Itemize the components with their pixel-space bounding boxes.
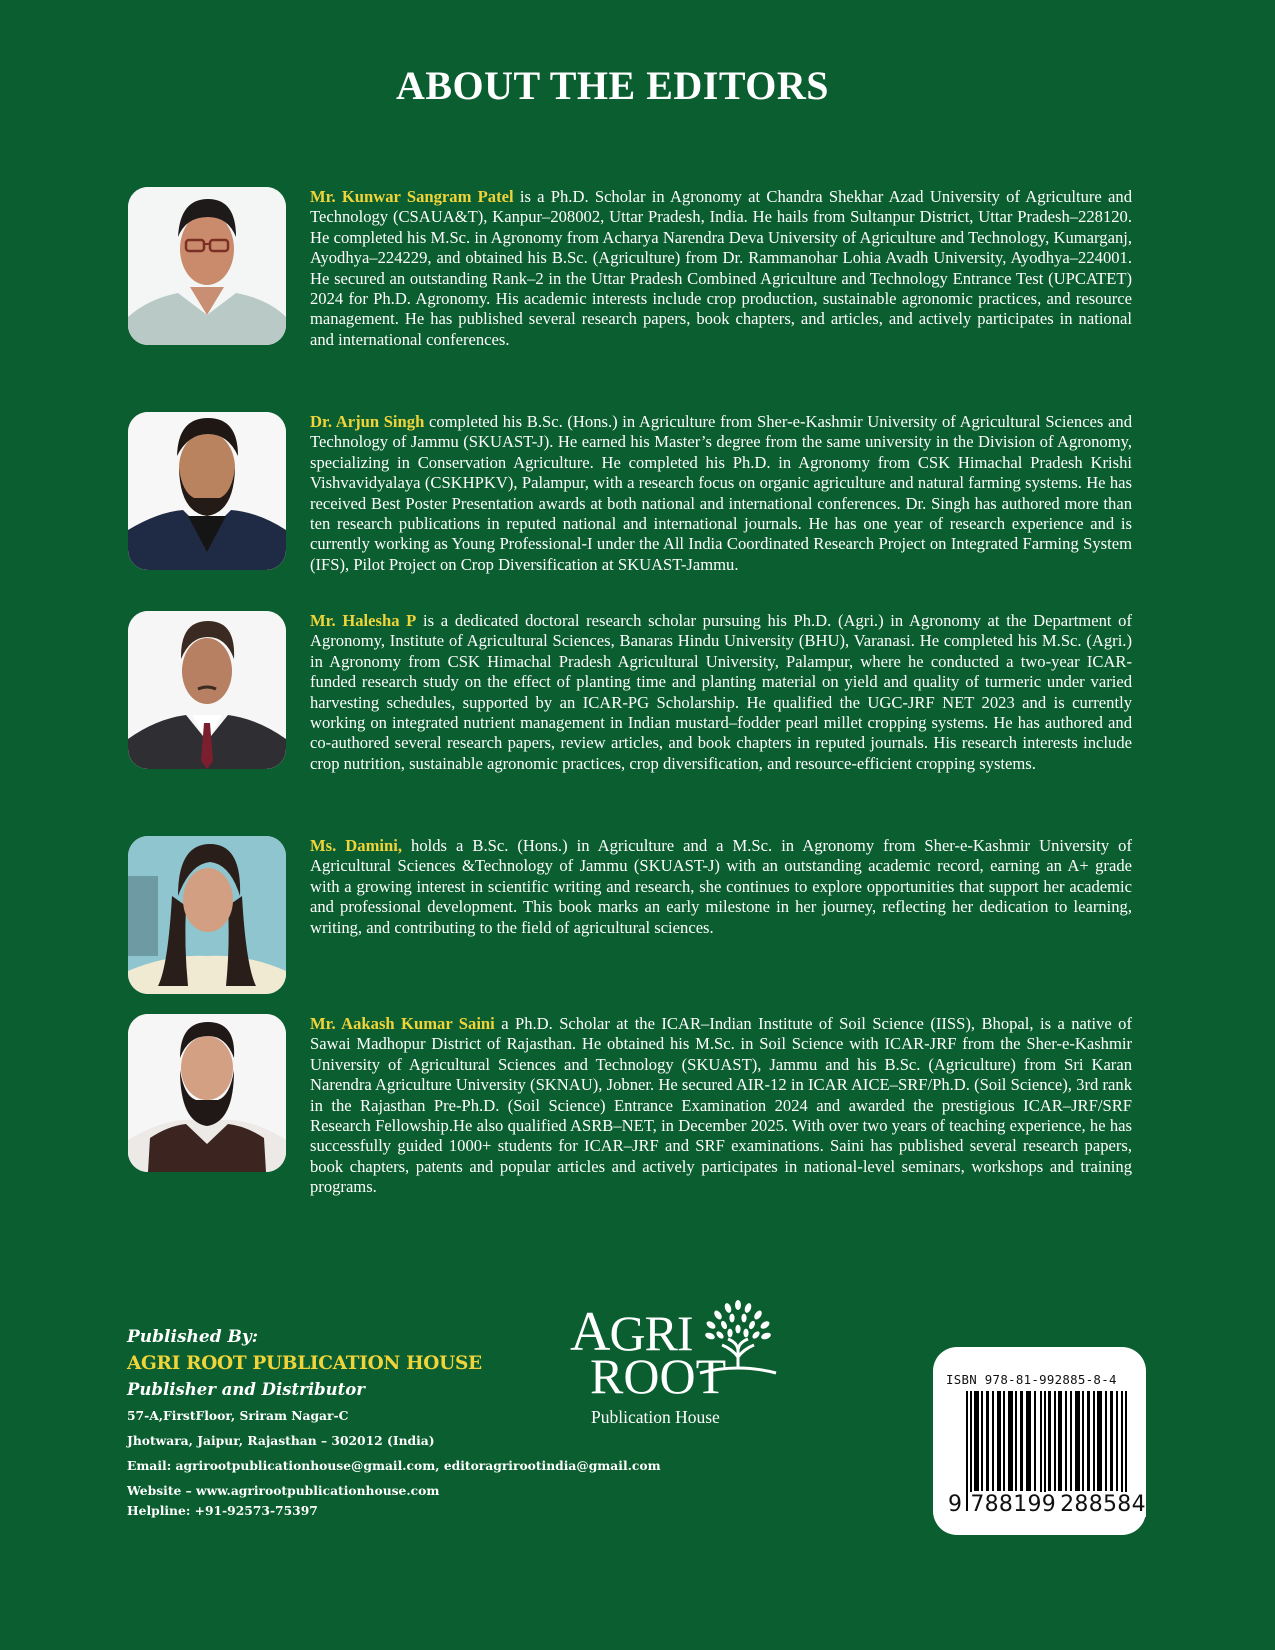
isbn-label: ISBN 978-81-992885-8-4 (946, 1372, 1117, 1387)
editor-photo (128, 1014, 286, 1172)
publisher-helpline: Helpline: +91-92573-75397 (127, 1503, 318, 1518)
address-line-2: Jhotwara, Jaipur, Rajasthan – 302012 (India) (127, 1433, 435, 1448)
publisher-logo (568, 1297, 778, 1429)
editor-name: Ms. Damini, (310, 836, 402, 855)
publisher-website: Website – www.agrirootpublicationhouse.com (127, 1483, 440, 1498)
editor-bio: Mr. Aakash Kumar Saini a Ph.D. Scholar at the ICAR–Indian Institute of Soil Science (IISS), Bhopal, is a native of Sawai Madhopur District of Rajasthan. He obtained his M.Sc. in Soil Science with ICAR-JRF from the Sher-e-Kashmir University of Agricultural Sciences and Technology (SKUAST), Jammu and his B.Sc. (Agriculture) from Sri Karan Narendra Agriculture University (SKNAU), Jobner. He secured AIR-12 in ICAR AICE–SRF/Ph.D. (Soil Science), 3rd rank in the Rajasthan Pre-Ph.D. (Soil Science) Entrance Examination 2024 and awarded the prestigious ICAR–JRF/SRF Research Fellowship.He also qualified ASRB–NET, in December 2025. With over two years of teaching experience, he has successfully guided 1000+ students for ICAR–JRF and SRF examinations. Saini has published several research papers, book chapters, patents and popular articles and actively participates in national-level seminars, workshops and training programs. (310, 1014, 1133, 1197)
portrait-icon (128, 187, 286, 345)
editor-photo (128, 836, 286, 994)
logo-subtitle: Publication House (591, 1407, 720, 1427)
editor-photo (128, 412, 286, 570)
portrait-icon (128, 611, 286, 769)
editor-bio: Dr. Arjun Singh completed his B.Sc. (Hons.) in Agriculture from Sher-e-Kashmir University of Agricultural Sciences and Technology of Jammu (SKUAST-J). He earned his Master’s degree from the same university in the Division of Agronomy, specializing in Conservation Agriculture. He completed his Ph.D. in Agronomy from CSK Himachal Pradesh Krishi Vishvavidyalaya (CSKHPKV), Palampur, with a research focus on organic agriculture and natural farming systems. He has received Best Poster Presentation awards at both national and international conferences. Dr. Singh has authored more than ten research publications in reputed national and international journals. He has one year of research experience and is currently working as Young Professional-I under the All India Coordinated Research Project on Integrated Farming System (IFS), Pilot Project on Crop Diversification at SKUAST-Jammu. (310, 412, 1133, 574)
editor-photo (128, 611, 286, 769)
portrait-icon (128, 1014, 286, 1172)
isbn-digits: 9 788199 288584 (948, 1492, 1146, 1517)
editor-bio: Mr. Kunwar Sangram Patel is a Ph.D. Scholar in Agronomy at Chandra Shekhar Azad University of Agriculture and Technology (CSAUA&T), Kanpur–208002, Uttar Pradesh, India. He hails from Sultanpur District, Uttar Pradesh–228120. He completed his M.Sc. in Agronomy from Acharya Narendra Deva University of Agriculture and Technology, Kumarganj, Ayodhya–224229, and obtained his B.Sc. (Agriculture) from Dr. Rammanohar Lohia Avadh University, Ayodhya–224001. He secured an outstanding Rank–2 in the Uttar Pradesh Combined Agriculture and Technology Entrance Test (UPCATET) 2024 for Ph.D. Agronomy. His academic interests include crop production, sustainable agronomic practices, and resource management. He has published several research papers, book chapters, and articles, and actively participates in national and international conferences. (310, 187, 1132, 349)
tree-icon (698, 1299, 778, 1377)
published-by-label: Published By: (127, 1327, 259, 1347)
editor-name: Mr. Aakash Kumar Saini (310, 1014, 495, 1033)
editor-name: Mr. Halesha P (310, 611, 417, 630)
isbn-barcode (933, 1347, 1146, 1535)
editor-name: Dr. Arjun Singh (310, 412, 425, 431)
page-title: ABOUT THE EDITORS (395, 63, 830, 108)
editor-photo (128, 187, 286, 345)
editor-bio: Mr. Halesha P is a dedicated doctoral research scholar pursuing his Ph.D. (Agri.) in Agronomy at the Department of Agronomy, Institute of Agricultural Sciences, Banaras Hindu University (BHU), Varanasi. He completed his M.Sc. (Agri.) in Agronomy from CSK Himachal Pradesh Agricultural University, Palampur, where he conducted a two-year ICAR-funded research study on the effect of planting time and planting material on yield and quality of turmeric under varied harvesting schedules, supported by an ICAR-PG Scholarship. He qualified the UGC-JRF NET 2023 and is currently working on integrated nutrient management in Indian mustard–fodder pearl millet cropping systems. He has authored and co-authored several research papers, review articles, and book chapters in reputed journals. His research interests include crop nutrition, sustainable agronomic practices, crop diversification, and resource-efficient cropping systems. (310, 611, 1132, 773)
portrait-icon (128, 412, 286, 570)
editor-name: Mr. Kunwar Sangram Patel (310, 187, 514, 206)
publisher-name: AGRI ROOT PUBLICATION HOUSE (127, 1353, 482, 1374)
logo-wordmark-agri: AGRI (570, 1301, 693, 1363)
address-line-1: 57-A,FirstFloor, Sriram Nagar-C (127, 1408, 349, 1423)
portrait-icon (128, 836, 286, 994)
logo-wordmark-root: ROOT (590, 1348, 727, 1404)
editor-bio: Ms. Damini, holds a B.Sc. (Hons.) in Agriculture and a M.Sc. in Agronomy from Sher-e-Kashmir University of Agricultural Sciences &Technology of Jammu (SKUAST-J) with an outstanding academic record, earning an A+ grade with a growing interest in scientific writing and research, she continues to explore opportunities that support her academic and professional development. This book marks an early milestone in her journey, reflecting her dedication to learning, writing, and contributing to the field of agricultural sciences. (310, 836, 1132, 937)
publisher-email: Email: agrirootpublicationhouse@gmail.com, editoragrirootindia@gmail.com (127, 1458, 661, 1473)
publisher-role: Publisher and Distributor (127, 1380, 365, 1399)
